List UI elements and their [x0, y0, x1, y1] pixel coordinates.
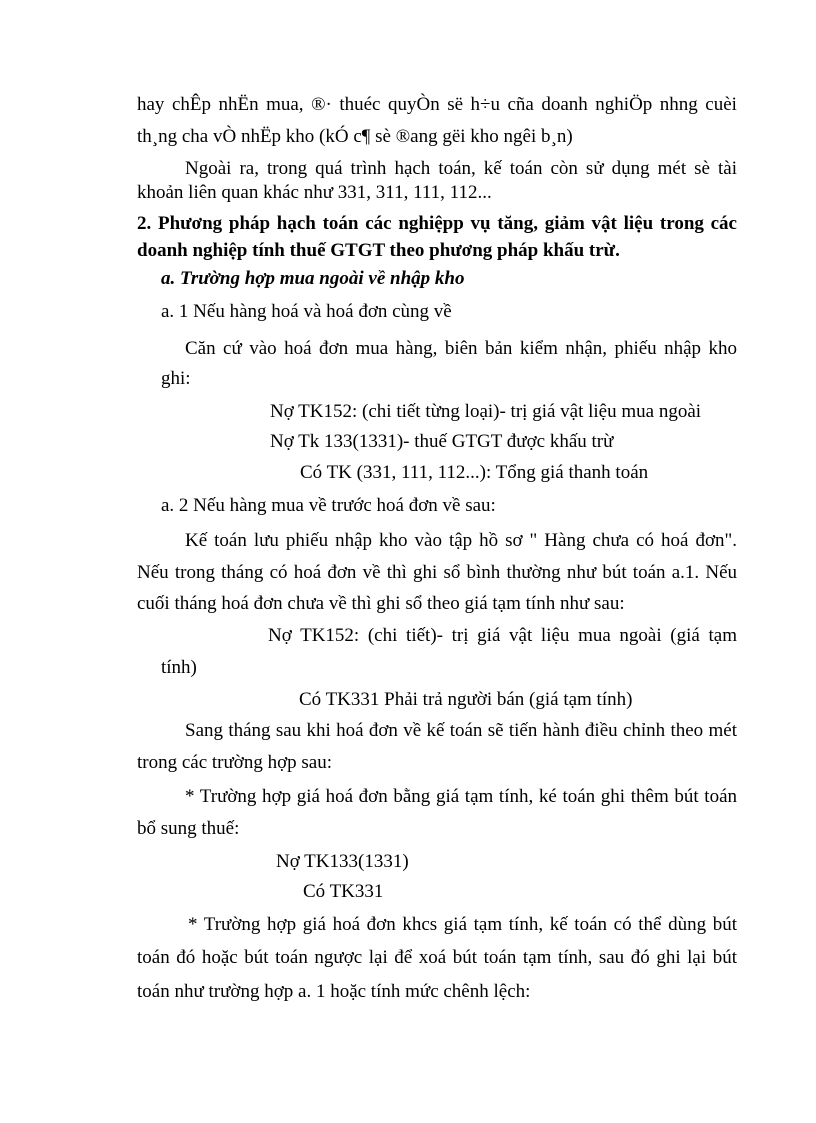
case-heading: a. 2 Nếu hàng mua về trước hoá đơn về sau:: [161, 495, 496, 516]
paragraph-line: Căn cứ vào hoá đơn mua hàng, biên bản kiểm nhận, phiếu nhập kho: [185, 338, 737, 359]
journal-entry-line: Nợ TK152: (chi tiết)- trị giá vật liệu mua ngoài (giá tạm: [268, 625, 737, 646]
paragraph-line: toán như trường hợp a. 1 hoặc tính mức chênh lệch:: [137, 981, 531, 1002]
paragraph-line: Kế toán lưu phiếu nhập kho vào tập hồ sơ " Hàng chưa có hoá đơn".: [185, 530, 737, 551]
paragraph-line: bổ sung thuế:: [137, 818, 240, 839]
journal-entry-line: Nợ TK133(1331): [276, 851, 409, 872]
journal-entry-line: Nợ Tk 133(1331)- thuế GTGT được khấu trừ: [270, 431, 614, 452]
paragraph-line: th¸ng cha vÒ nhËp kho (kÓ c¶ sè ®ang gëi kho ngêi b¸n): [137, 126, 573, 147]
paragraph-line: khoản liên quan khác như 331, 311, 111, 112...: [137, 182, 492, 203]
paragraph-line: * Trường hợp giá hoá đơn khcs giá tạm tính, kế toán có thể dùng bút: [188, 914, 737, 935]
section-heading: doanh nghiệp tính thuế GTGT theo phương pháp khấu trừ.: [137, 240, 620, 261]
journal-entry-line: Có TK (331, 111, 112...): Tổng giá thanh toán: [300, 462, 649, 483]
paragraph-line: Sang tháng sau khi hoá đơn về kế toán sẽ tiến hành điều chỉnh theo mét: [185, 720, 737, 741]
paragraph-line: Ngoài ra, trong quá trình hạch toán, kế toán còn sử dụng mét sè tài: [185, 158, 737, 179]
paragraph-line: ghi:: [161, 368, 191, 389]
paragraph-line: cuối tháng hoá đơn chưa về thì ghi sổ theo giá tạm tính như sau:: [137, 593, 625, 614]
journal-entry-line: tính): [161, 657, 197, 678]
subsection-heading: a. Trường hợp mua ngoài về nhập kho: [161, 268, 465, 289]
case-heading: a. 1 Nếu hàng hoá và hoá đơn cùng về: [161, 301, 452, 322]
paragraph-line: trong các trường hợp sau:: [137, 752, 333, 773]
paragraph-line: toán đó hoặc bút toán ngược lại để xoá bút toán tạm tính, sau đó ghi lại bút: [137, 947, 737, 968]
journal-entry-line: Nợ TK152: (chi tiết từng loại)- trị giá vật liệu mua ngoài: [270, 401, 702, 422]
paragraph-line: hay chÊp nhËn mua, ®· thuéc quyÒn së h÷u cña doanh nghiÖp nhng cuèi: [137, 94, 737, 115]
paragraph-line: Nếu trong tháng có hoá đơn về thì ghi sổ bình thường như bút toán a.1. Nếu: [137, 562, 737, 583]
section-heading: 2. Phương pháp hạch toán các nghiệpp vụ tăng, giảm vật liệu trong các: [137, 213, 737, 234]
journal-entry-line: Có TK331 Phải trả người bán (giá tạm tính): [299, 689, 633, 710]
journal-entry-line: Có TK331: [303, 881, 384, 902]
paragraph-line: * Trường hợp giá hoá đơn bằng giá tạm tính, ké toán ghi thêm bút toán: [185, 786, 737, 807]
